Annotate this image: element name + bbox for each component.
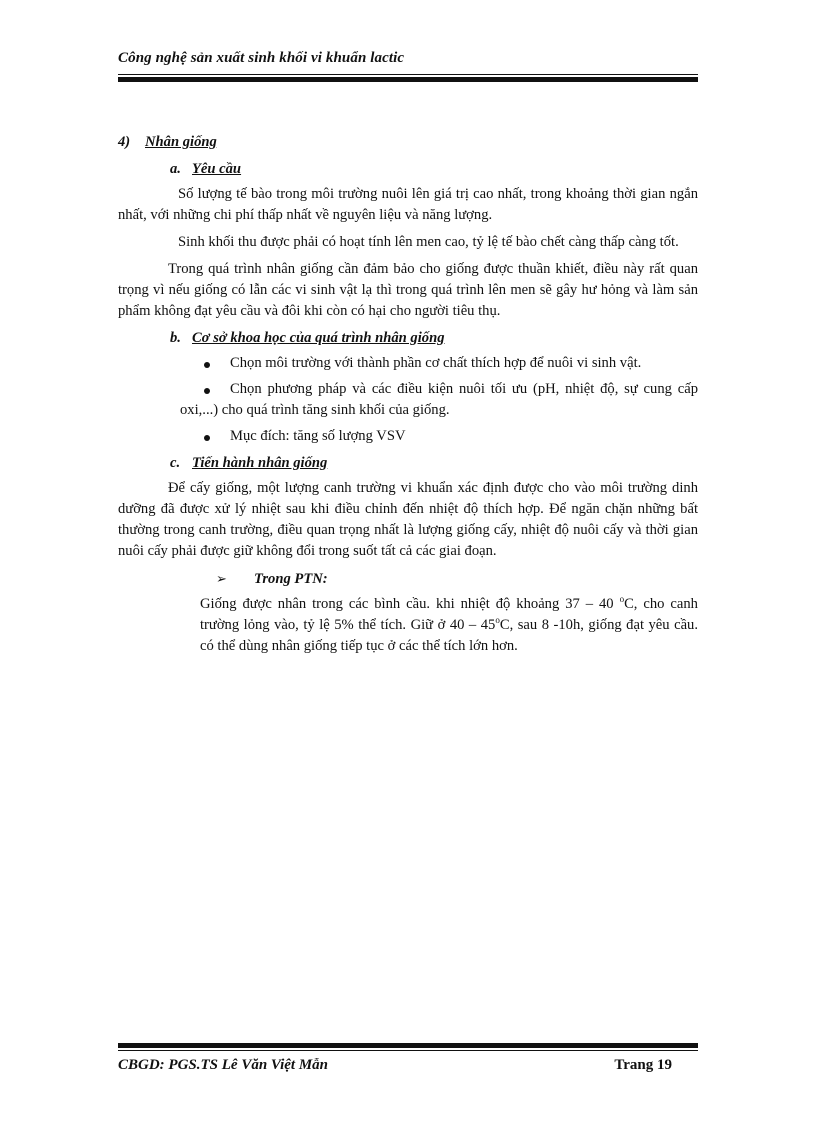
- footer-rule-thick: [118, 1043, 698, 1048]
- bullet-dot-icon: [204, 435, 210, 441]
- subsection-b-title: Cơ sở khoa học của quá trình nhân giống: [192, 330, 445, 346]
- subsection-a-heading: [118, 159, 698, 180]
- footer-rule-thin: [118, 1050, 698, 1051]
- subsection-a-letter: a.: [170, 161, 181, 177]
- header-rule-thick: [118, 77, 698, 82]
- bullet-list: [118, 353, 698, 447]
- list-item: [118, 353, 698, 374]
- page-footer: [118, 1043, 698, 1074]
- degree-sup-1: o: [619, 594, 625, 605]
- page-number: Trang 19: [614, 1057, 672, 1073]
- list-item-text: Mục đích: tăng số lượng VSV: [230, 428, 406, 444]
- list-item-text: Chọn môi trường với thành phần cơ chất thích hợp để nuôi vi sinh vật.: [230, 355, 642, 371]
- ptn-text-1: Giống được nhân trong các bình cầu. khi nhiệt độ khoảng 37 – 40: [200, 596, 620, 612]
- list-item-text: Chọn phương pháp và các điều kiện nuôi tối ưu (pH, nhiệt độ, sự cung cấp oxi,...) cho quá trình tăng sinh khối của giống.: [180, 381, 698, 418]
- subsection-b-heading: [118, 328, 698, 349]
- footer-author: CBGD: PGS.TS Lê Văn Việt Mẫn: [118, 1057, 329, 1073]
- section-number: 4): [118, 134, 131, 150]
- subsection-c-heading: [118, 453, 698, 474]
- footer-row: [118, 1057, 698, 1074]
- subsection-c-title: Tiến hành nhân giống: [192, 455, 328, 471]
- header-rule-thin: [118, 74, 698, 75]
- page-header: [118, 50, 698, 82]
- list-item: [118, 426, 698, 447]
- sub-heading-title: Trong PTN:: [254, 571, 328, 587]
- ptn-paragraph: [118, 594, 698, 657]
- paragraph: Để cấy giống, một lượng canh trường vi khuẩn xác định được cho vào môi trường dinh dưỡng đã được xử lý nhiệt sau khi điều chỉnh đến nhiệt độ thích hợp. Để ngăn chặn những bất thường trong canh trường, điều quan trọng nhất là lượng giống cấy, nhiệt độ nuôi cấy và thời gian nuôi cấy phải được giữ không đổi trong suốt tất cả các giai đoạn.: [118, 480, 698, 559]
- paragraph: Trong quá trình nhân giống cần đảm bảo cho giống được thuần khiết, điều này rất quan trọng vì nếu giống có lẫn các vi sinh vật lạ thì trong quá trình lên men sẽ gây hư hỏng và làm sản phẩm không đạt yêu cầu và đôi khi còn có hại cho người tiêu thụ.: [118, 261, 698, 319]
- paragraph: Sinh khối thu được phải có hoạt tính lên men cao, tỷ lệ tế bào chết càng thấp càng tốt.: [178, 234, 679, 250]
- subsection-a-title: Yêu cầu: [192, 161, 242, 177]
- page-content: [118, 132, 698, 663]
- subsection-b-letter: b.: [170, 330, 181, 346]
- section-title: Nhân giống: [145, 134, 217, 150]
- subsection-c-letter: c.: [170, 455, 181, 471]
- bullet-dot-icon: [204, 362, 210, 368]
- sub-heading-ptn: [118, 568, 698, 590]
- ptn-text-2: C, cho canh trường lỏng vào, tỷ lệ 5% thể tích. Giữ ở 40 – 45: [200, 596, 698, 633]
- arrow-bullet-icon: ➢: [216, 571, 227, 586]
- paragraph: Số lượng tế bào trong môi trường nuôi lên giá trị cao nhất, trong khoảng thời gian ngắn nhất, với những chi phí thấp nhất về nguyên liệu và năng lượng.: [118, 186, 698, 223]
- list-item: [118, 379, 698, 421]
- section-heading: [118, 132, 698, 153]
- bullet-dot-icon: [204, 388, 210, 394]
- degree-sup-2: o: [495, 615, 500, 626]
- ptn-text-3: C, sau 8 -10h, giống đạt yêu cầu. có thể dùng nhân giống tiếp tục ở các thể tích lớn hơn.: [200, 617, 698, 654]
- header-title: Công nghệ sản xuất sinh khối vi khuẩn lactic: [118, 50, 405, 66]
